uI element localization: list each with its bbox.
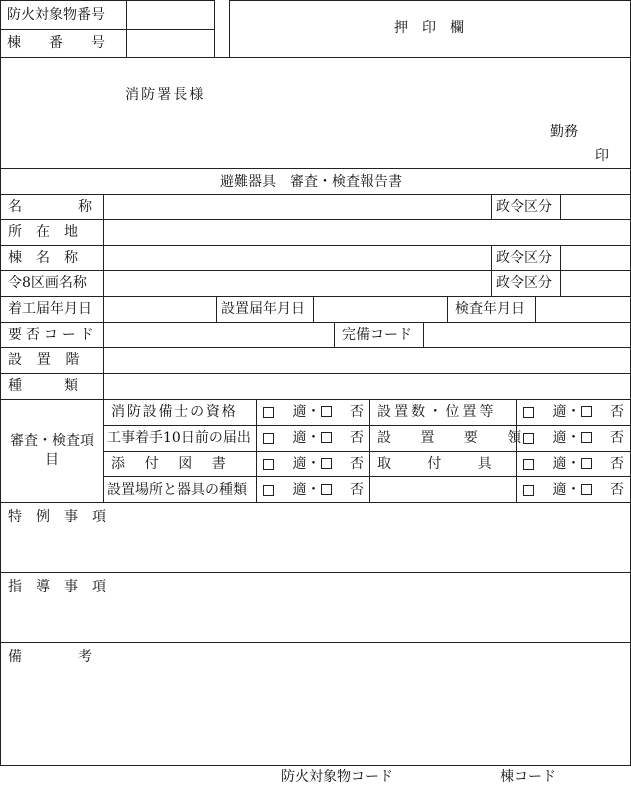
remarks-label: 備 考 <box>8 649 92 665</box>
name-field[interactable] <box>104 195 490 219</box>
ordinance-division-label-3: 政令区分 <box>496 275 552 291</box>
review-item-notice-10days: 工事着手10日前の届出 <box>107 430 251 446</box>
needed-code-label: 要否コード <box>8 327 98 343</box>
install-floor-field[interactable] <box>104 348 630 373</box>
review-check-blank[interactable]: 適・ 否 <box>523 483 624 497</box>
ordinance-division-field-1[interactable] <box>561 195 630 219</box>
review-check-install-guideline[interactable]: 適・ 否 <box>523 431 624 445</box>
seal-mark: 印 <box>595 148 609 164</box>
fire-target-code-label: 防火対象物コード <box>281 769 393 785</box>
review-item-location-and-type: 設置場所と器具の種類 <box>107 482 247 498</box>
ordinance-division-field-3[interactable] <box>561 271 630 296</box>
review-item-qualification: 消防設備士の資格 <box>111 404 238 420</box>
building-code-label: 棟コード <box>500 769 556 785</box>
building-no-field[interactable] <box>127 30 214 57</box>
review-item-install-guideline: 設 置 要 領 <box>377 430 529 446</box>
review-check-location-and-type[interactable]: 適・ 否 <box>263 483 364 497</box>
rule8-name-field[interactable] <box>104 271 490 296</box>
name-label: 名 称 <box>8 199 92 215</box>
review-check-fixture[interactable]: 適・ 否 <box>523 457 624 471</box>
location-field[interactable] <box>104 220 630 245</box>
fire-target-no-label: 防火対象物番号 <box>7 7 105 23</box>
ordinance-division-label-2: 政令区分 <box>496 250 552 266</box>
completion-code-field[interactable] <box>424 323 630 347</box>
review-check-qualification[interactable]: 適・ 否 <box>263 405 364 419</box>
install-floor-label: 設置階 <box>8 352 95 368</box>
building-no-label: 棟 番 号 <box>7 35 105 51</box>
seal-column-label: 押 印 欄 <box>394 20 464 36</box>
review-item-fixture: 取 付 具 <box>377 456 495 472</box>
inspection-date-label: 検査年月日 <box>455 301 525 317</box>
special-items-field[interactable] <box>1 528 630 571</box>
remarks-field[interactable] <box>1 668 630 764</box>
building-name-label: 棟 名 称 <box>8 250 78 266</box>
ordinance-division-field-2[interactable] <box>561 246 630 270</box>
guidance-items-label: 指 導 事 項 <box>8 579 106 595</box>
start-notice-date-field[interactable] <box>104 297 215 322</box>
form-title: 避難器具 審査・検査報告書 <box>220 174 402 190</box>
kind-label: 種 類 <box>8 378 78 394</box>
work-label: 勤務 <box>550 124 578 140</box>
kind-field[interactable] <box>104 374 630 399</box>
building-name-field[interactable] <box>104 246 490 270</box>
fire-target-no-field[interactable] <box>127 1 214 28</box>
review-item-count-position: 設置数・位置等 <box>377 404 497 420</box>
addressee-label: 消防署長様 <box>125 87 206 103</box>
location-label: 所 在 地 <box>8 224 78 240</box>
needed-code-field[interactable] <box>104 323 333 347</box>
install-notice-date-field[interactable] <box>314 297 446 322</box>
review-check-count-position[interactable]: 適・ 否 <box>523 405 624 419</box>
install-notice-date-label: 設置届年月日 <box>221 301 305 317</box>
guidance-items-field[interactable] <box>1 598 630 641</box>
inspection-date-field[interactable] <box>536 297 630 322</box>
review-items-label: 審査・検査項目 <box>10 433 94 468</box>
start-notice-date-label: 着工届年月日 <box>8 301 92 317</box>
rule8-name-label: 令8区画名称 <box>8 275 87 291</box>
review-item-attached-drawings: 添 付 図 書 <box>111 456 229 472</box>
review-check-attached-drawings[interactable]: 適・ 否 <box>263 457 364 471</box>
review-check-notice-10days[interactable]: 適・ 否 <box>263 431 364 445</box>
special-items-label: 特 例 事 項 <box>8 509 106 525</box>
ordinance-division-label: 政令区分 <box>496 199 552 215</box>
completion-code-label: 完備コード <box>342 327 412 343</box>
